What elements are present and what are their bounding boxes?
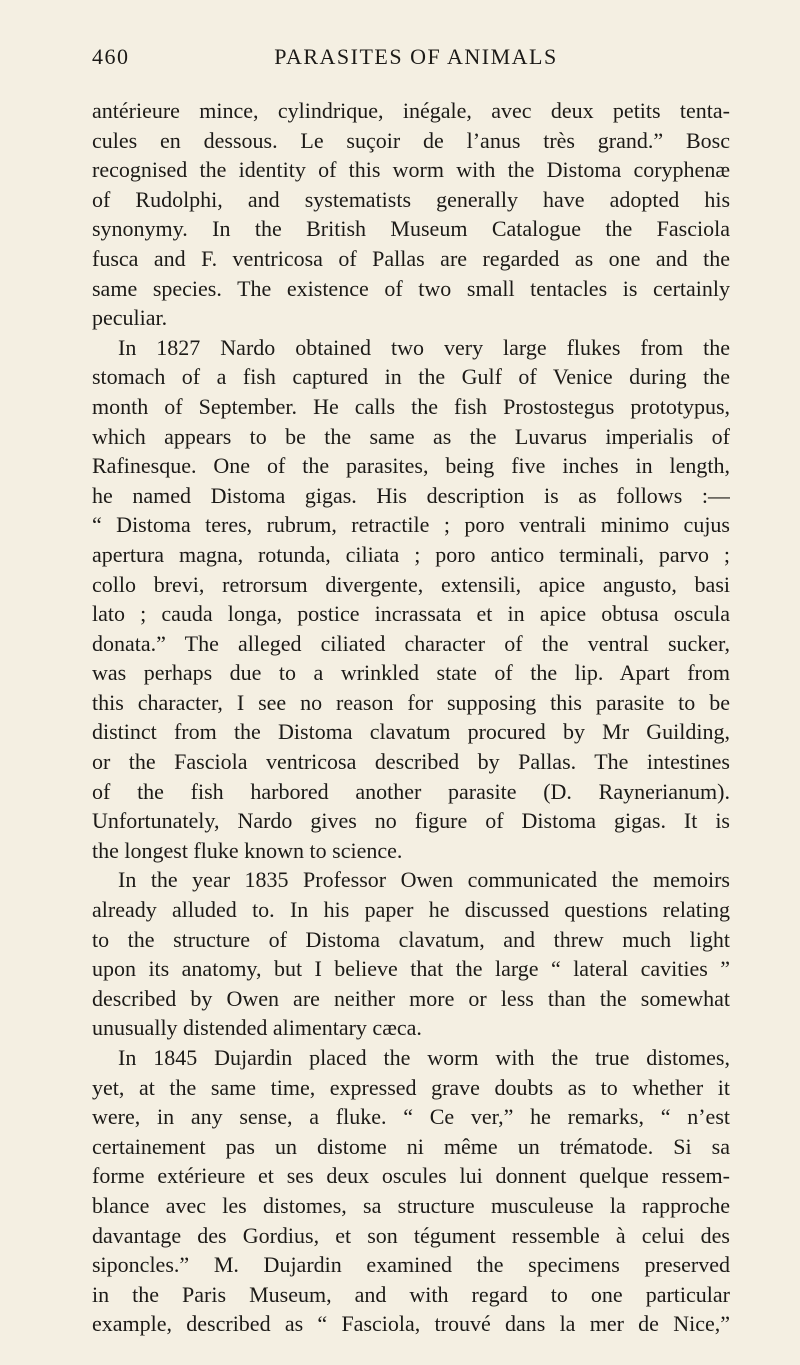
text-line: fusca and F. ventricosa of Pallas are regarded as one and the (92, 245, 730, 271)
text-line: synonymy. In the British Museum Catalogue the Fasciola (92, 216, 730, 242)
text-line: In 1845 Dujardin placed the worm with the true distomes, (118, 1045, 730, 1070)
text-line: donata.” The alleged ciliated character of the ventral sucker, (92, 630, 730, 656)
text-line: certainement pas un distome ni même un trématode. Si sa (92, 1133, 730, 1159)
text-line: month of September. He calls the fish Prostostegus prototypus, (92, 393, 730, 419)
running-head: PARASITES OF ANIMALS (274, 44, 558, 69)
text-line: already alluded to. In his paper he discussed questions relating (92, 897, 730, 923)
text-line: siponcles.” M. Dujardin examined the specimens preserved (92, 1252, 730, 1278)
text-line: this character, I see no reason for supposing this parasite to be (92, 689, 730, 715)
text-line: he named Distoma gigas. His description is as follows :— (92, 482, 730, 508)
page-header (92, 44, 730, 72)
text-line: described by Owen are neither more or less than the somewhat (92, 985, 730, 1011)
text-line: stomach of a fish captured in the Gulf of Venice during the (92, 364, 730, 390)
text-line: of the fish harbored another parasite (D. Raynerianum). (92, 778, 730, 804)
text-line: yet, at the same time, expressed grave doubts as to whether it (92, 1074, 730, 1100)
text-line: were, in any sense, a fluke. “ Ce ver,” he remarks, “ n’est (92, 1104, 730, 1130)
text-line: In 1827 Nardo obtained two very large flukes from the (118, 334, 730, 360)
text-line: apertura magna, rotunda, ciliata ; poro antico terminali, parvo ; (92, 541, 730, 567)
text-line: which appears to be the same as the Luvarus imperialis of (92, 423, 730, 449)
text-line: example, described as “ Fasciola, trouvé dans la mer de Nice,” (92, 1311, 730, 1337)
text-line: unusually distended alimentary cæca. (92, 1015, 422, 1041)
text-line: forme extérieure et ses deux oscules lui donnent quelque ressem- (92, 1163, 730, 1189)
text-line: the longest fluke known to science. (92, 837, 403, 863)
text-line: collo brevi, retrorsum divergente, extensili, apice angusto, basi (92, 571, 730, 597)
text-line: blance avec les distomes, sa structure musculeuse la rapproche (92, 1192, 730, 1218)
text-line: was perhaps due to a wrinkled state of the lip. Apart from (92, 660, 730, 686)
text-line: “ Distoma teres, rubrum, retractile ; poro ventrali minimo cujus (92, 512, 730, 538)
text-line: upon its anatomy, but I believe that the large “ lateral cavities ” (92, 956, 730, 982)
text-line: cules en dessous. Le suçoir de l’anus très grand.” Bosc (92, 127, 730, 153)
text-line: peculiar. (92, 305, 168, 331)
text-line: in the Paris Museum, and with regard to one particular (92, 1281, 730, 1307)
text-line: same species. The existence of two small tentacles is certainly (92, 275, 730, 301)
text-line: antérieure mince, cylindrique, inégale, avec deux petits tenta- (92, 98, 730, 123)
text-line: recognised the identity of this worm with the Distoma coryphenæ (92, 157, 730, 183)
text-line: Unfortunately, Nardo gives no figure of Distoma gigas. It is (92, 808, 730, 834)
text-line: distinct from the Distoma clavatum procured by Mr Guilding, (92, 719, 730, 745)
text-line: In the year 1835 Professor Owen communicated the memoirs (118, 867, 730, 893)
text-line: of Rudolphi, and systematists generally have adopted his (92, 186, 730, 212)
page-number: 460 (92, 44, 130, 69)
text-line: lato ; cauda longa, postice incrassata et in apice obtusa oscula (92, 601, 730, 627)
body-text (92, 96, 730, 1339)
text-line: Rafinesque. One of the parasites, being five inches in length, (92, 453, 730, 479)
text-line: to the structure of Distoma clavatum, and threw much light (92, 926, 730, 952)
text-line: or the Fasciola ventricosa described by Pallas. The intestines (92, 749, 730, 775)
text-line: davantage des Gordius, et son tégument ressemble à celui des (92, 1222, 730, 1248)
